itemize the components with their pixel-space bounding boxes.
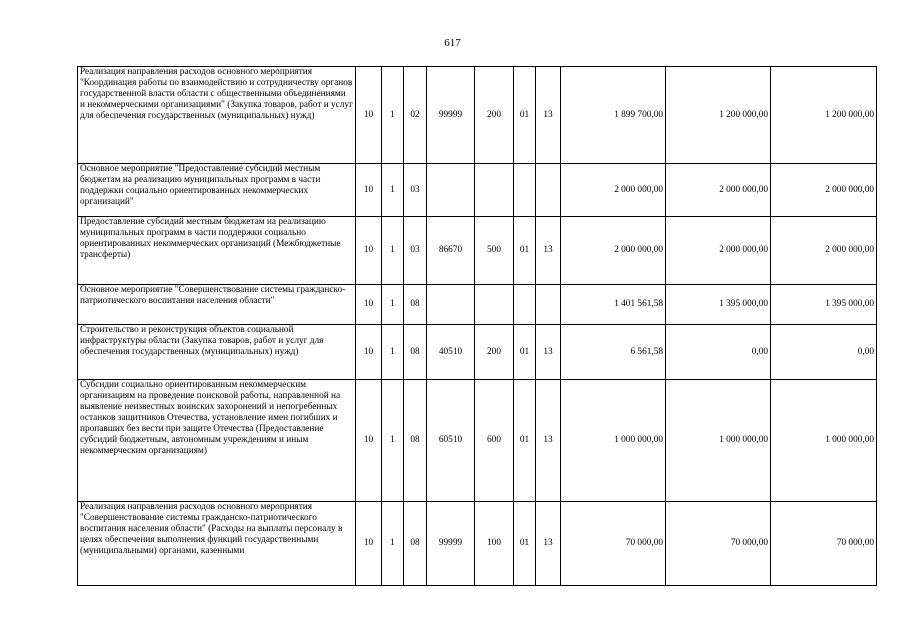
amount-cell: 2 000 000,00 — [771, 164, 877, 217]
code-cell: 1 — [382, 285, 404, 325]
code-cell: 03 — [404, 164, 427, 217]
code-cell: 500 — [475, 217, 514, 285]
code-cell: 13 — [536, 67, 561, 164]
code-cell: 1 — [382, 502, 404, 586]
code-cell: 13 — [536, 217, 561, 285]
code-cell: 08 — [404, 285, 427, 325]
code-cell: 99999 — [427, 67, 475, 164]
amount-cell: 1 395 000,00 — [666, 285, 771, 325]
code-cell: 1 — [382, 217, 404, 285]
code-cell: 60510 — [427, 380, 475, 502]
code-cell: 1 — [382, 380, 404, 502]
amount-cell: 1 200 000,00 — [666, 67, 771, 164]
code-cell: 40510 — [427, 325, 475, 380]
code-cell — [475, 164, 514, 217]
code-cell: 200 — [475, 67, 514, 164]
table-row — [78, 380, 877, 502]
amount-cell: 2 000 000,00 — [666, 164, 771, 217]
code-cell: 10 — [356, 285, 382, 325]
row-description: Предоставление субсидий местным бюджетам на реализацию муниципальных программ в части поддержки социально ориентированных некоммерческих организаций (Межбюджетные трансферты) — [78, 217, 356, 285]
code-cell — [536, 285, 561, 325]
code-cell: 03 — [404, 217, 427, 285]
table-row — [78, 164, 877, 217]
code-cell: 10 — [356, 502, 382, 586]
amount-cell: 0,00 — [771, 325, 877, 380]
code-cell: 1 — [382, 325, 404, 380]
code-cell: 10 — [356, 380, 382, 502]
code-cell: 600 — [475, 380, 514, 502]
row-description: Строительство и реконструкция объектов социальной инфраструктуры области (Закупка товаров, работ и услуг для обеспечения государственных (муниципальных) нужд) — [78, 325, 356, 380]
amount-cell: 1 000 000,00 — [561, 380, 666, 502]
amount-cell: 1 899 700,00 — [561, 67, 666, 164]
page-number: 617 — [444, 37, 461, 49]
code-cell: 10 — [356, 67, 382, 164]
amount-cell: 1 401 561,58 — [561, 285, 666, 325]
amount-cell: 6 561,58 — [561, 325, 666, 380]
table-row — [78, 217, 877, 285]
row-description: Реализация направления расходов основного мероприятия "Координация работы по взаимодействию и сотрудничеству органов государственной власти области с общественными объединениями и некоммерческими организациями" (Закупка товаров, работ и услуг для обеспечения государственных (муниципальных) нужд) — [78, 67, 356, 164]
code-cell: 01 — [514, 380, 536, 502]
row-description: Основное мероприятие "Предоставление субсидий местным бюджетам на реализацию муниципальных программ в части поддержки социально ориентированных некоммерческих организаций" — [78, 164, 356, 217]
table-row — [78, 67, 877, 164]
row-description: Реализация направления расходов основного мероприятия "Совершенствование системы гражданско-патриотического воспитания населения области" (Расходы на выплаты персоналу в целях обеспечения выполнения функций государственными (муниципальными) органами, казенными — [78, 502, 356, 586]
amount-cell: 70 000,00 — [771, 502, 877, 586]
code-cell — [475, 285, 514, 325]
code-cell: 200 — [475, 325, 514, 380]
code-cell: 01 — [514, 67, 536, 164]
code-cell: 99999 — [427, 502, 475, 586]
amount-cell: 1 395 000,00 — [771, 285, 877, 325]
amount-cell: 1 000 000,00 — [666, 380, 771, 502]
code-cell: 02 — [404, 67, 427, 164]
amount-cell: 1 200 000,00 — [771, 67, 877, 164]
code-cell: 86670 — [427, 217, 475, 285]
code-cell: 13 — [536, 325, 561, 380]
code-cell: 1 — [382, 67, 404, 164]
row-description: Субсидии социально ориентированным некоммерческим организациям на проведение поисковой работы, направленной на выявление неизвестных воинских захоронений и непогребенных останков защитников Отечества, установление имен погибших и пропавших без вести при защите Отечества (Предоставление субсидий бюджетным, автономным учреждениям и иным некоммерческим организациям) — [78, 380, 356, 502]
amount-cell: 0,00 — [666, 325, 771, 380]
amount-cell: 2 000 000,00 — [666, 217, 771, 285]
table-row — [78, 502, 877, 586]
amount-cell: 2 000 000,00 — [561, 164, 666, 217]
code-cell: 10 — [356, 325, 382, 380]
amount-cell: 2 000 000,00 — [561, 217, 666, 285]
code-cell — [427, 164, 475, 217]
budget-table — [77, 66, 877, 586]
code-cell — [514, 164, 536, 217]
code-cell: 1 — [382, 164, 404, 217]
table-row — [78, 285, 877, 325]
code-cell — [427, 285, 475, 325]
code-cell: 13 — [536, 502, 561, 586]
code-cell: 13 — [536, 380, 561, 502]
code-cell — [536, 164, 561, 217]
amount-cell: 2 000 000,00 — [771, 217, 877, 285]
amount-cell: 1 000 000,00 — [771, 380, 877, 502]
code-cell: 01 — [514, 217, 536, 285]
code-cell: 01 — [514, 502, 536, 586]
code-cell: 100 — [475, 502, 514, 586]
code-cell: 08 — [404, 325, 427, 380]
code-cell: 01 — [514, 325, 536, 380]
code-cell — [514, 285, 536, 325]
amount-cell: 70 000,00 — [666, 502, 771, 586]
table-row — [78, 325, 877, 380]
code-cell: 10 — [356, 217, 382, 285]
code-cell: 08 — [404, 380, 427, 502]
code-cell: 08 — [404, 502, 427, 586]
row-description: Основное мероприятие "Совершенствование системы гражданско-патриотического воспитания населения области" — [78, 285, 356, 325]
amount-cell: 70 000,00 — [561, 502, 666, 586]
code-cell: 10 — [356, 164, 382, 217]
